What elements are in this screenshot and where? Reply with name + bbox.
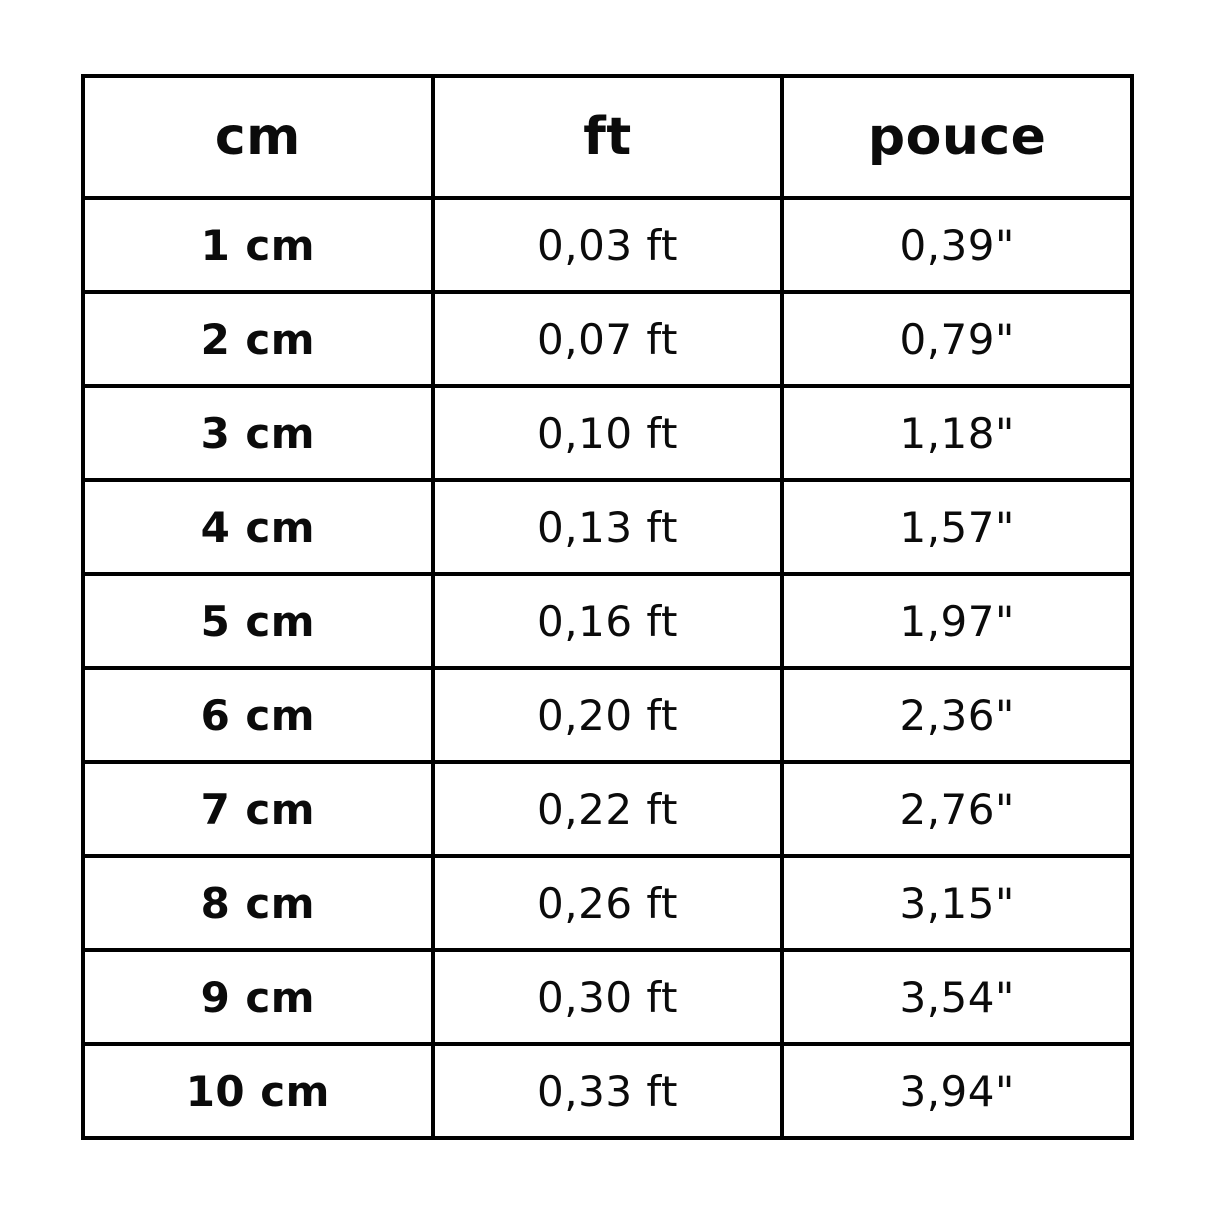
table-row	[83, 480, 1132, 574]
table-row	[83, 292, 1132, 386]
cm-ft-pouce-conversion-table	[81, 74, 1134, 1140]
cell-cm: 2 cm	[83, 292, 433, 386]
cell-pouce: 1,18"	[782, 386, 1132, 480]
cell-pouce: 0,39"	[782, 198, 1132, 292]
cell-ft: 0,20 ft	[433, 668, 783, 762]
cell-cm: 6 cm	[83, 668, 433, 762]
table-row	[83, 574, 1132, 668]
cell-ft: 0,16 ft	[433, 574, 783, 668]
cell-pouce: 3,54"	[782, 950, 1132, 1044]
header-pouce: pouce	[782, 76, 1132, 198]
header-cm: cm	[83, 76, 433, 198]
table-row	[83, 198, 1132, 292]
cell-ft: 0,07 ft	[433, 292, 783, 386]
cell-ft: 0,13 ft	[433, 480, 783, 574]
cell-ft: 0,22 ft	[433, 762, 783, 856]
cell-cm: 1 cm	[83, 198, 433, 292]
cell-pouce: 2,76"	[782, 762, 1132, 856]
cell-pouce: 1,97"	[782, 574, 1132, 668]
cell-ft: 0,03 ft	[433, 198, 783, 292]
header-row	[83, 76, 1132, 198]
table-row	[83, 668, 1132, 762]
cell-ft: 0,30 ft	[433, 950, 783, 1044]
cell-cm: 9 cm	[83, 950, 433, 1044]
table-header	[83, 76, 1132, 198]
cell-pouce: 2,36"	[782, 668, 1132, 762]
cell-ft: 0,26 ft	[433, 856, 783, 950]
cell-ft: 0,33 ft	[433, 1044, 783, 1138]
cell-cm: 7 cm	[83, 762, 433, 856]
header-ft: ft	[433, 76, 783, 198]
cell-ft: 0,10 ft	[433, 386, 783, 480]
table-row	[83, 856, 1132, 950]
cell-cm: 5 cm	[83, 574, 433, 668]
table-row	[83, 950, 1132, 1044]
cell-pouce: 3,15"	[782, 856, 1132, 950]
table-row	[83, 386, 1132, 480]
cell-cm: 8 cm	[83, 856, 433, 950]
cell-pouce: 3,94"	[782, 1044, 1132, 1138]
cell-pouce: 1,57"	[782, 480, 1132, 574]
table-row	[83, 762, 1132, 856]
cell-cm: 10 cm	[83, 1044, 433, 1138]
table-body	[83, 198, 1132, 1138]
cell-cm: 3 cm	[83, 386, 433, 480]
cell-pouce: 0,79"	[782, 292, 1132, 386]
table-row	[83, 1044, 1132, 1138]
cell-cm: 4 cm	[83, 480, 433, 574]
